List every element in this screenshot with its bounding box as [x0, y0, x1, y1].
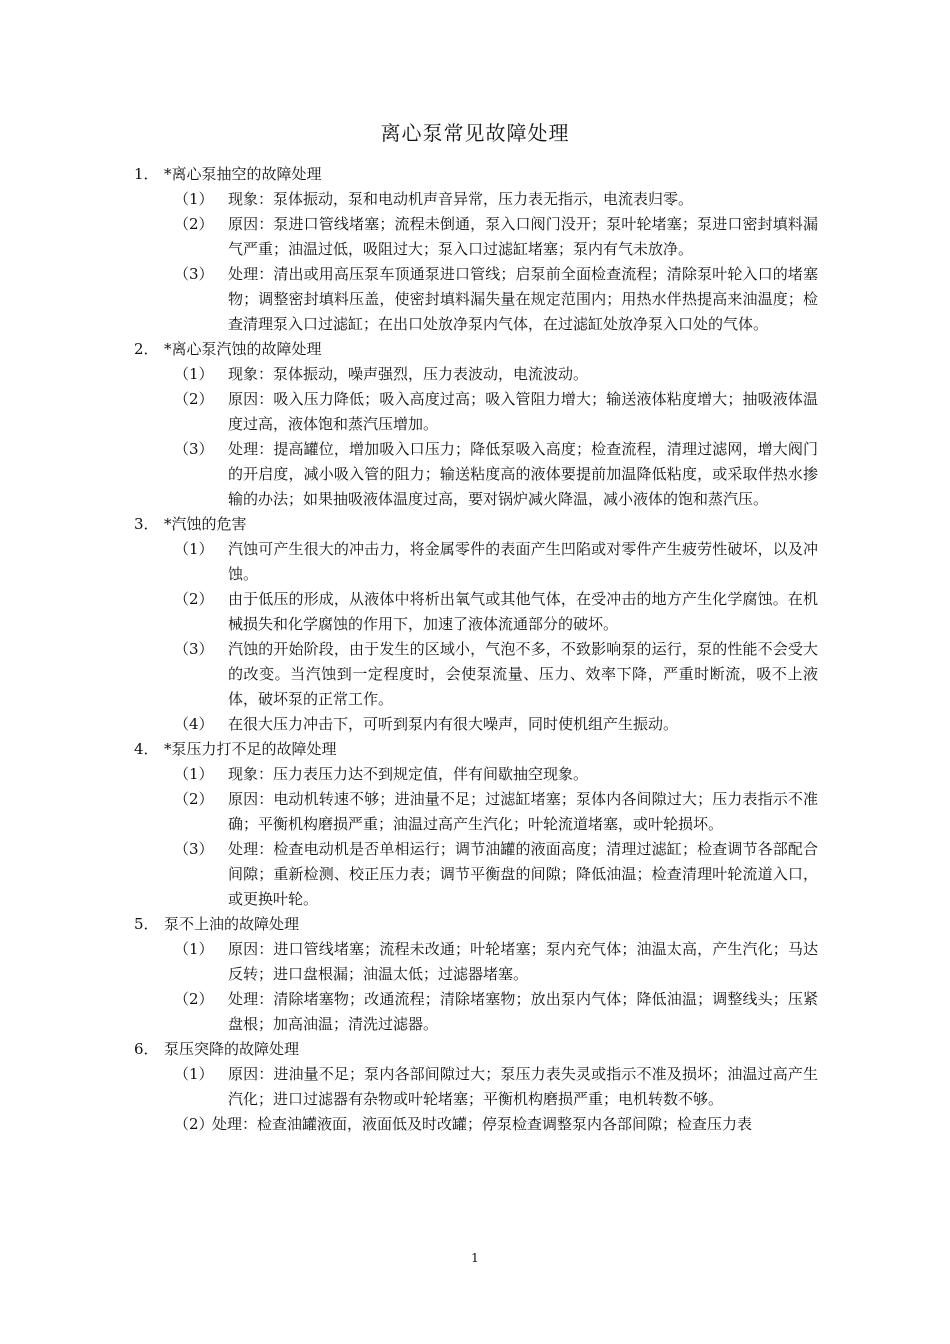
- item-text: 原因：电动机转速不够；进油量不足；过滤缸堵塞；泵体内各间隙过大；压力表指示不准确；平衡机构磨损严重；油温过高产生汽化；叶轮流道堵塞，或叶轮损坏。: [228, 790, 818, 833]
- item-text: 原因：进口管线堵塞；流程未改通；叶轮堵塞；泵内充气体；油温太高，产生汽化；马达反转；进口盘根漏；油温太低；过滤器堵塞。: [228, 940, 818, 983]
- section-heading: [134, 737, 818, 762]
- item-number: （1）: [174, 940, 214, 958]
- document-content: [134, 162, 818, 1137]
- section-title: *离心泵汽蚀的故障处理: [164, 340, 322, 358]
- item-text: 现象：泵体振动，泵和电动机声音异常，压力表无指示，电流表归零。: [228, 190, 694, 208]
- item-number: （2）: [174, 390, 214, 408]
- list-item: [174, 712, 818, 737]
- section-heading: [134, 1037, 818, 1062]
- item-number: （3）: [174, 440, 214, 458]
- item-text: 原因：泵进口管线堵塞；流程未倒通，泵入口阀门没开；泵叶轮堵塞；泵进口密封填料漏气严重；油温过低，吸阻过大；泵入口过滤缸堵塞；泵内有气未放净。: [228, 215, 818, 258]
- list-item: [174, 762, 818, 787]
- list-item: [174, 362, 818, 387]
- item-text: 在很大压力冲击下，可听到泵内有很大噪声，同时使机组产生振动。: [228, 715, 679, 733]
- list-item: [174, 637, 818, 712]
- section-title: *泵压力打不足的故障处理: [164, 740, 337, 758]
- section-number: 2．: [134, 340, 159, 358]
- item-text: 汽蚀的开始阶段，由于发生的区域小，气泡不多，不致影响泵的运行，泵的性能不会受大的改变。当汽蚀到一定程度时，会使泵流量、压力、效率下降，严重时断流，吸不上液体，破坏泵的正常工作。: [228, 640, 818, 708]
- item-text: 由于低压的形成，从液体中将析出氧气或其他气体，在受冲击的地方产生化学腐蚀。在机械损失和化学腐蚀的作用下，加速了液体流通部分的破坏。: [228, 590, 818, 633]
- item-number: （1）: [174, 365, 214, 383]
- item-text: 原因：吸入压力降低；吸入高度过高；吸入管阻力增大；输送液体粘度增大；抽吸液体温度过高，液体饱和蒸汽压增加。: [228, 390, 818, 433]
- section-title: 泵压突降的故障处理: [164, 1040, 300, 1058]
- section-heading: [134, 337, 818, 362]
- section-number: 1．: [134, 165, 159, 183]
- list-item: [174, 587, 818, 637]
- list-item: [174, 387, 818, 437]
- item-number: （2）: [174, 590, 214, 608]
- item-text: 汽蚀可产生很大的冲击力，将金属零件的表面产生凹陷或对零件产生疲劳性破坏，以及冲蚀。: [228, 540, 818, 583]
- item-number: （2）: [174, 990, 214, 1008]
- section-title: *汽蚀的危害: [164, 515, 247, 533]
- item-number: （1）: [174, 765, 214, 783]
- list-item: [174, 1112, 818, 1137]
- section-title: *离心泵抽空的故障处理: [164, 165, 322, 183]
- section-title: 泵不上油的故障处理: [164, 915, 300, 933]
- item-number: （2）: [174, 1115, 214, 1133]
- item-number: （4）: [174, 715, 214, 733]
- item-number: （1）: [174, 190, 214, 208]
- section-number: 6．: [134, 1040, 159, 1058]
- section-number: 3．: [134, 515, 159, 533]
- item-text: 处理：清出或用高压泵车顶通泵进口管线；启泵前全面检查流程；清除泵叶轮入口的堵塞物；调整密封填料压盖，使密封填料漏失量在规定范围内；用热水伴热提高来油温度；检查清理泵入口过滤缸；在出口处放净泵内气体，在过滤缸处放净泵入口处的气体。: [228, 265, 818, 333]
- item-number: （3）: [174, 265, 214, 283]
- item-number: （2）: [174, 790, 214, 808]
- item-text: 现象：压力表压力达不到规定值，伴有间歇抽空现象。: [228, 765, 589, 783]
- item-number: （3）: [174, 840, 214, 858]
- list-item: [174, 262, 818, 337]
- page-number: 1: [471, 1251, 479, 1265]
- item-number: （3）: [174, 640, 214, 658]
- page-title: 离心泵常见故障处理: [380, 121, 570, 145]
- list-item: [174, 787, 818, 837]
- list-item: [174, 937, 818, 987]
- list-item: [174, 437, 818, 512]
- item-number: （2）: [174, 215, 214, 233]
- item-text: 处理：清除堵塞物；改通流程；清除堵塞物；放出泵内气体；降低油温；调整线头；压紧盘根；加高油温；清洗过滤器。: [228, 990, 818, 1033]
- item-text: 处理：检查电动机是否单相运行；调节油罐的液面高度；清理过滤缸；检查调节各部配合间隙；重新检测、校正压力表；调节平衡盘的间隙；降低油温；检查清理叶轮流道入口，或更换叶轮。: [228, 840, 818, 908]
- list-item: [174, 837, 818, 912]
- list-item: [174, 987, 818, 1037]
- list-item: [174, 1062, 818, 1112]
- section-heading: [134, 512, 818, 537]
- section-number: 5．: [134, 915, 159, 933]
- item-number: （1）: [174, 540, 214, 558]
- section-number: 4．: [134, 740, 159, 758]
- list-item: [174, 537, 818, 587]
- section-heading: [134, 912, 818, 937]
- item-text: 处理：提高罐位，增加吸入口压力；降低泵吸入高度；检查流程，清理过滤网，增大阀门的开启度，减小吸入管的阻力；输送粘度高的液体要提前加温降低粘度，或采取伴热水掺输的办法；如果抽吸液体温度过高，要对锅炉减火降温，减小液体的饱和蒸汽压。: [228, 440, 818, 508]
- item-text: 处理：检查油罐液面，液面低及时改罐；停泵检查调整泵内各部间隙；检查压力表: [212, 1115, 753, 1133]
- item-text: 现象：泵体振动，噪声强烈，压力表波动，电流波动。: [228, 365, 589, 383]
- section-heading: [134, 162, 818, 187]
- list-item: [174, 212, 818, 262]
- item-number: （1）: [174, 1065, 214, 1083]
- list-item: [174, 187, 818, 212]
- item-text: 原因：进油量不足；泵内各部间隙过大；泵压力表失灵或指示不准及损坏；油温过高产生汽化；进口过滤器有杂物或叶轮堵塞；平衡机构磨损严重；电机转数不够。: [228, 1065, 818, 1108]
